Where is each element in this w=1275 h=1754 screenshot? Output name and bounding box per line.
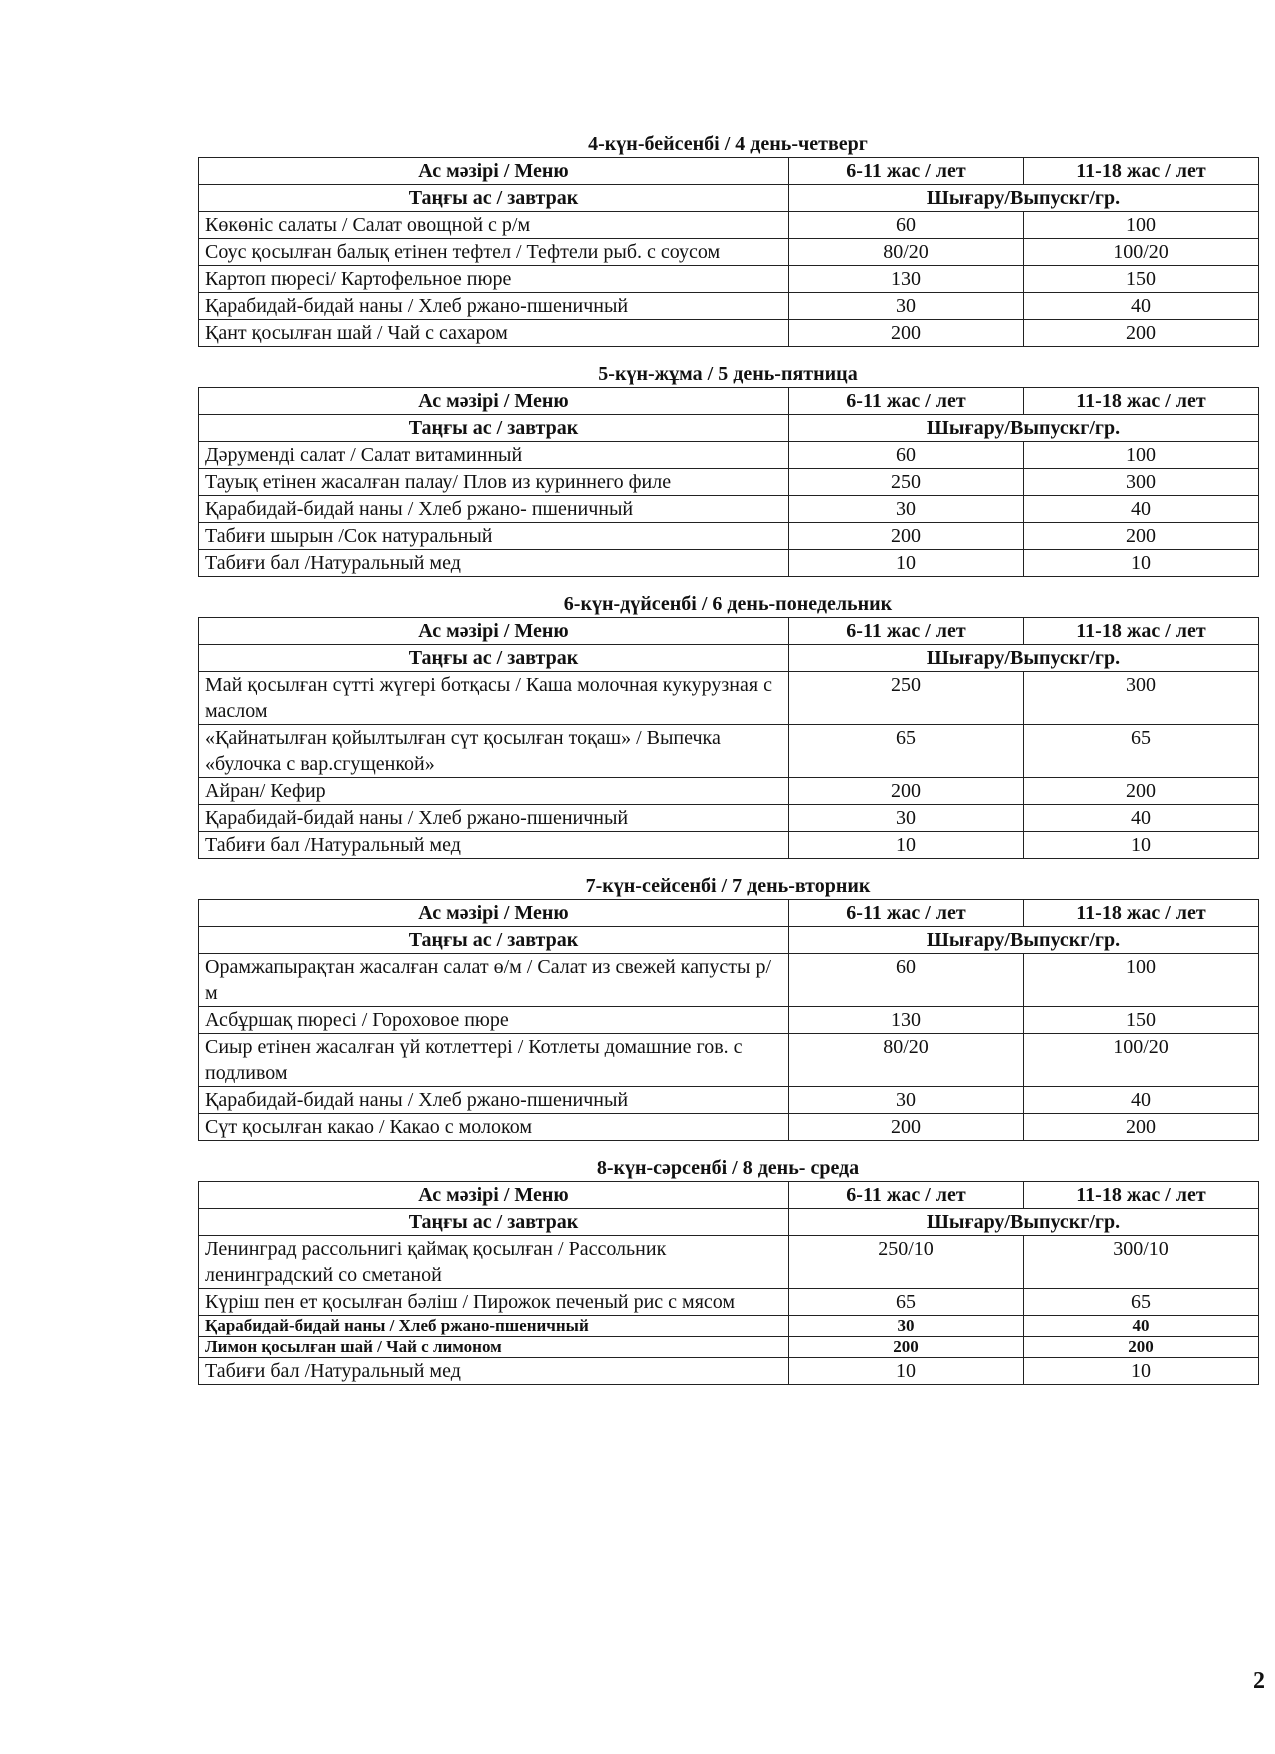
portion-6-11: 200 xyxy=(789,1114,1024,1141)
portion-11-18: 300 xyxy=(1024,672,1259,725)
table-subheader-row xyxy=(199,415,1259,442)
dish-name: Қарабидай-бидай наны / Хлеб ржано-пшеничный xyxy=(199,805,789,832)
dish-name: Айран/ Кефир xyxy=(199,778,789,805)
portion-11-18: 100/20 xyxy=(1024,239,1259,266)
table-row xyxy=(199,672,1259,725)
portion-6-11: 30 xyxy=(789,293,1024,320)
meal-label: Таңғы ас / завтрак xyxy=(199,1209,789,1236)
column-header-age-11-18: 11-18 жас / лет xyxy=(1024,1182,1259,1209)
portion-6-11: 10 xyxy=(789,832,1024,859)
portion-11-18: 100 xyxy=(1024,212,1259,239)
dish-name: Қарабидай-бидай наны / Хлеб ржано-пшеничный xyxy=(199,1316,789,1337)
dish-name: Қарабидай-бидай наны / Хлеб ржано-пшеничный xyxy=(199,293,789,320)
table-header-row xyxy=(199,900,1259,927)
day-section xyxy=(198,875,1258,1141)
portion-11-18: 150 xyxy=(1024,266,1259,293)
portion-6-11: 200 xyxy=(789,1337,1024,1358)
portion-11-18: 40 xyxy=(1024,1316,1259,1337)
day-title: 7-күн-сейсенбі / 7 день-вторник xyxy=(585,875,871,897)
portion-6-11: 60 xyxy=(789,954,1024,1007)
column-header-age-6-11: 6-11 жас / лет xyxy=(789,1182,1024,1209)
column-header-menu: Ас мәзірі / Меню xyxy=(199,900,789,927)
dish-name: Орамжапырақтан жасалған салат ө/м / Салат из свежей капусты р/м xyxy=(199,954,789,1007)
day-section xyxy=(198,593,1258,859)
portion-6-11: 250/10 xyxy=(789,1236,1024,1289)
portion-11-18: 200 xyxy=(1024,778,1259,805)
portion-6-11: 200 xyxy=(789,778,1024,805)
table-row xyxy=(199,293,1259,320)
portion-11-18: 300 xyxy=(1024,469,1259,496)
meal-label: Таңғы ас / завтрак xyxy=(199,185,789,212)
portion-11-18: 200 xyxy=(1024,1114,1259,1141)
day-title: 5-күн-жұма / 5 день-пятница xyxy=(598,363,858,385)
dish-name: Май қосылған сүтті жүгері ботқасы / Каша молочная кукурузная с маслом xyxy=(199,672,789,725)
table-row xyxy=(199,1114,1259,1141)
output-label: Шығару/Выпускг/гр. xyxy=(789,645,1259,672)
column-header-age-6-11: 6-11 жас / лет xyxy=(789,158,1024,185)
dish-name: Табиғи бал /Натуральный мед xyxy=(199,1358,789,1385)
column-header-age-11-18: 11-18 жас / лет xyxy=(1024,158,1259,185)
portion-11-18: 100 xyxy=(1024,442,1259,469)
table-row xyxy=(199,469,1259,496)
portion-6-11: 250 xyxy=(789,672,1024,725)
dish-name: Табиғи бал /Натуральный мед xyxy=(199,550,789,577)
day-section xyxy=(198,363,1258,577)
portion-6-11: 65 xyxy=(789,725,1024,778)
dish-name: Соус қосылған балық етінен тефтел / Тефтели рыб. с соусом xyxy=(199,239,789,266)
table-row xyxy=(199,320,1259,347)
portion-6-11: 30 xyxy=(789,496,1024,523)
table-header-row xyxy=(199,1182,1259,1209)
table-row xyxy=(199,1337,1259,1358)
portion-6-11: 200 xyxy=(789,320,1024,347)
portion-6-11: 60 xyxy=(789,212,1024,239)
dish-name: Табиғи бал /Натуральный мед xyxy=(199,832,789,859)
portion-11-18: 100 xyxy=(1024,954,1259,1007)
table-row xyxy=(199,239,1259,266)
portion-6-11: 30 xyxy=(789,1087,1024,1114)
portion-11-18: 40 xyxy=(1024,805,1259,832)
day-section xyxy=(198,1157,1258,1385)
dish-name: Қарабидай-бидай наны / Хлеб ржано-пшеничный xyxy=(199,1087,789,1114)
portion-11-18: 200 xyxy=(1024,523,1259,550)
table-row xyxy=(199,550,1259,577)
portion-6-11: 65 xyxy=(789,1289,1024,1316)
dish-name: Лимон қосылған шай / Чай с лимоном xyxy=(199,1337,789,1358)
column-header-menu: Ас мәзірі / Меню xyxy=(199,158,789,185)
column-header-age-11-18: 11-18 жас / лет xyxy=(1024,900,1259,927)
table-header-row xyxy=(199,158,1259,185)
portion-6-11: 130 xyxy=(789,1007,1024,1034)
table-row xyxy=(199,212,1259,239)
column-header-age-6-11: 6-11 жас / лет xyxy=(789,388,1024,415)
output-label: Шығару/Выпускг/гр. xyxy=(789,1209,1259,1236)
column-header-age-6-11: 6-11 жас / лет xyxy=(789,900,1024,927)
day-title: 4-күн-бейсенбі / 4 день-четверг xyxy=(588,133,868,155)
table-row xyxy=(199,442,1259,469)
column-header-age-11-18: 11-18 жас / лет xyxy=(1024,618,1259,645)
table-row xyxy=(199,805,1259,832)
output-label: Шығару/Выпускг/гр. xyxy=(789,927,1259,954)
table-row xyxy=(199,1087,1259,1114)
output-label: Шығару/Выпускг/гр. xyxy=(789,185,1259,212)
menu-table xyxy=(198,899,1259,1141)
page-number: 2 xyxy=(1253,1668,1265,1694)
table-subheader-row xyxy=(199,1209,1259,1236)
meal-label: Таңғы ас / завтрак xyxy=(199,927,789,954)
portion-11-18: 200 xyxy=(1024,1337,1259,1358)
table-row xyxy=(199,954,1259,1007)
day-title: 6-күн-дүйсенбі / 6 день-понедельник xyxy=(563,593,893,615)
table-header-row xyxy=(199,618,1259,645)
dish-name: Сиыр етінен жасалған үй котлеттері / Котлеты домашние гов. с подливом xyxy=(199,1034,789,1087)
meal-label: Таңғы ас / завтрак xyxy=(199,645,789,672)
dish-name: Асбұршақ пюресі / Гороховое пюре xyxy=(199,1007,789,1034)
portion-6-11: 250 xyxy=(789,469,1024,496)
table-row xyxy=(199,1034,1259,1087)
meal-label: Таңғы ас / завтрак xyxy=(199,415,789,442)
document-page xyxy=(198,133,1258,1401)
table-row xyxy=(199,1007,1259,1034)
portion-6-11: 80/20 xyxy=(789,1034,1024,1087)
portion-11-18: 10 xyxy=(1024,550,1259,577)
menu-table xyxy=(198,617,1259,859)
table-header-row xyxy=(199,388,1259,415)
portion-6-11: 30 xyxy=(789,805,1024,832)
dish-name: Дәруменді салат / Салат витаминный xyxy=(199,442,789,469)
table-row xyxy=(199,1316,1259,1337)
menu-table xyxy=(198,157,1259,347)
dish-name: «Қайнатылған қойылтылған сүт қосылған тоқаш» / Выпечка «булочка с вар.сгущенкой» xyxy=(199,725,789,778)
portion-6-11: 10 xyxy=(789,1358,1024,1385)
table-subheader-row xyxy=(199,185,1259,212)
dish-name: Қант қосылған шай / Чай с сахаром xyxy=(199,320,789,347)
menu-table xyxy=(198,387,1259,577)
dish-name: Табиғи шырын /Сок натуральный xyxy=(199,523,789,550)
table-row xyxy=(199,523,1259,550)
table-row xyxy=(199,496,1259,523)
portion-11-18: 300/10 xyxy=(1024,1236,1259,1289)
portion-11-18: 200 xyxy=(1024,320,1259,347)
portion-6-11: 80/20 xyxy=(789,239,1024,266)
dish-name: Картоп пюресі/ Картофельное пюре xyxy=(199,266,789,293)
portion-6-11: 200 xyxy=(789,523,1024,550)
portion-11-18: 65 xyxy=(1024,725,1259,778)
day-title: 8-күн-сәрсенбі / 8 день- среда xyxy=(596,1157,860,1179)
column-header-menu: Ас мәзірі / Меню xyxy=(199,618,789,645)
table-subheader-row xyxy=(199,645,1259,672)
table-row xyxy=(199,725,1259,778)
portion-11-18: 65 xyxy=(1024,1289,1259,1316)
column-header-menu: Ас мәзірі / Меню xyxy=(199,388,789,415)
table-subheader-row xyxy=(199,927,1259,954)
portion-11-18: 40 xyxy=(1024,496,1259,523)
table-row xyxy=(199,832,1259,859)
table-row xyxy=(199,1358,1259,1385)
menu-table xyxy=(198,1181,1259,1385)
dish-name: Көкөніс салаты / Салат овощной с р/м xyxy=(199,212,789,239)
column-header-menu: Ас мәзірі / Меню xyxy=(199,1182,789,1209)
table-row xyxy=(199,1289,1259,1316)
table-row xyxy=(199,266,1259,293)
portion-11-18: 10 xyxy=(1024,1358,1259,1385)
portion-11-18: 40 xyxy=(1024,293,1259,320)
dish-name: Күріш пен ет қосылған бәліш / Пирожок печеный рис с мясом xyxy=(199,1289,789,1316)
dish-name: Тауық етінен жасалған палау/ Плов из куриннего филе xyxy=(199,469,789,496)
column-header-age-11-18: 11-18 жас / лет xyxy=(1024,388,1259,415)
portion-11-18: 150 xyxy=(1024,1007,1259,1034)
dish-name: Ленинград рассольнигі қаймақ қосылған / Рассольник ленинградский со сметаной xyxy=(199,1236,789,1289)
portion-6-11: 130 xyxy=(789,266,1024,293)
dish-name: Қарабидай-бидай наны / Хлеб ржано- пшеничный xyxy=(199,496,789,523)
table-row xyxy=(199,778,1259,805)
portion-6-11: 60 xyxy=(789,442,1024,469)
portion-11-18: 10 xyxy=(1024,832,1259,859)
table-row xyxy=(199,1236,1259,1289)
output-label: Шығару/Выпускг/гр. xyxy=(789,415,1259,442)
day-section xyxy=(198,133,1258,347)
portion-11-18: 100/20 xyxy=(1024,1034,1259,1087)
portion-6-11: 30 xyxy=(789,1316,1024,1337)
column-header-age-6-11: 6-11 жас / лет xyxy=(789,618,1024,645)
portion-6-11: 10 xyxy=(789,550,1024,577)
dish-name: Сүт қосылған какао / Какао с молоком xyxy=(199,1114,789,1141)
portion-11-18: 40 xyxy=(1024,1087,1259,1114)
